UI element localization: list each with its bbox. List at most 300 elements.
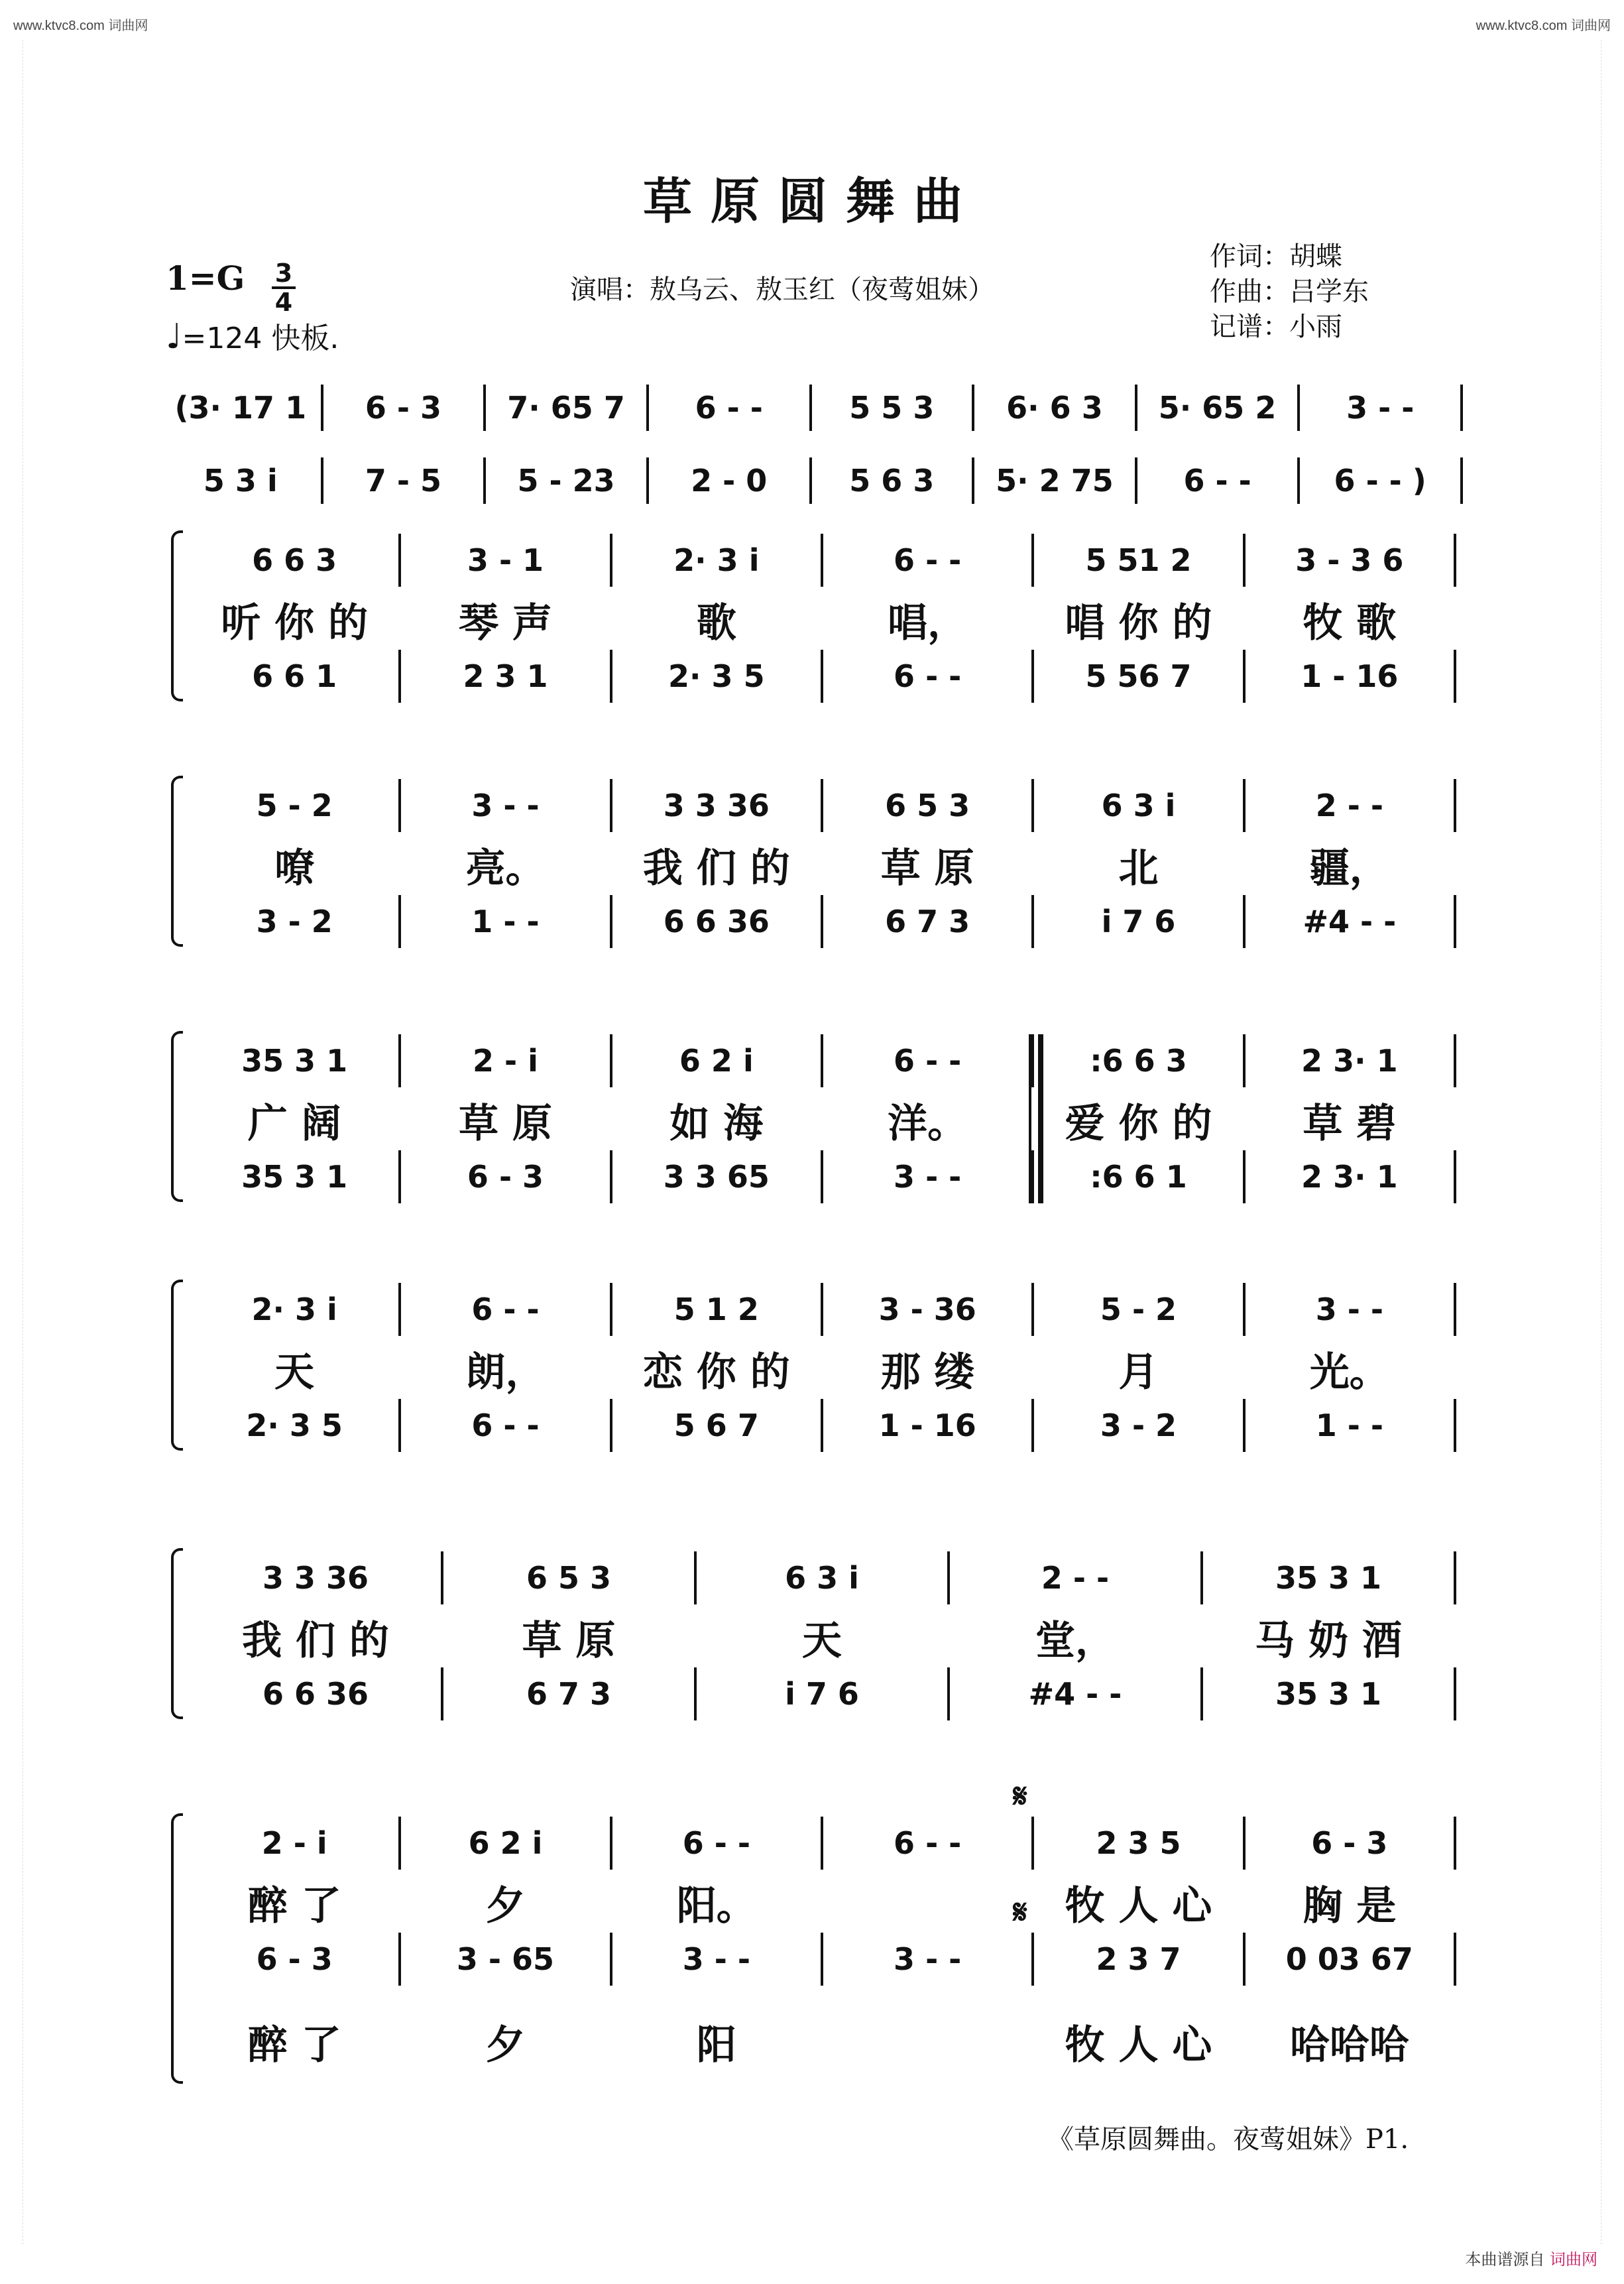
lyr-measure [1038, 1876, 1238, 1929]
lyric-text: 洋。 [888, 1101, 968, 1147]
note-group: 2 - 0 [691, 463, 768, 499]
lyr-measure [616, 1094, 817, 1147]
barline [1454, 1399, 1456, 1452]
lyric-text: 草 碧 [1303, 1101, 1397, 1147]
lyr-measure [1038, 593, 1238, 646]
intro-barline [809, 385, 812, 431]
barline [398, 1034, 401, 1087]
har-measure [827, 1399, 1027, 1452]
har-measure [1249, 1933, 1450, 1986]
barline [441, 1551, 443, 1604]
lyric-text: 如 海 [669, 1101, 764, 1147]
note-group: 5· 65 2 [1158, 390, 1277, 426]
lyr-measure [827, 1876, 1027, 1929]
har-measure [405, 895, 605, 948]
lyr-row [0, 1876, 1624, 1929]
lyr-measure [194, 1343, 394, 1396]
barline [821, 779, 823, 832]
lyric-text: 琴 声 [459, 600, 552, 646]
lyric-text: 唱， [888, 600, 968, 646]
note-group: 3 - 36 [878, 1292, 976, 1327]
lyric-text: 天 [274, 1349, 315, 1396]
intro-barline [321, 457, 323, 504]
lyr-measure [616, 839, 817, 892]
note-group: 2· 3 5 [246, 1408, 343, 1443]
note-group: 2 3 7 [1096, 1941, 1181, 1977]
tempo-value: =124 [182, 322, 262, 355]
lyricist-credit: 作词：胡蝶 [1210, 241, 1342, 272]
note-group: 6 7 3 [526, 1676, 612, 1712]
note-group: 6 - - [695, 390, 763, 426]
lyr-measure [405, 2015, 605, 2069]
barline [1200, 1551, 1203, 1604]
note-group: 6 - - [894, 658, 962, 694]
barline [1243, 1817, 1246, 1870]
note-group: 7 - 5 [365, 463, 441, 499]
har-measure [194, 650, 394, 703]
lyric-text: 听 你 的 [221, 600, 369, 646]
mel-measure [405, 779, 605, 832]
lyr-measure [701, 1611, 943, 1664]
har-measure [405, 1933, 605, 1986]
lyr-measure [1038, 1094, 1238, 1147]
lyric-text: 牧 歌 [1303, 600, 1397, 646]
barline [610, 1933, 612, 1986]
note-group: 6 - - [682, 1825, 750, 1861]
note-group: 3 - 1 [467, 542, 544, 578]
note-group: 5 - 2 [256, 788, 333, 823]
barline [1031, 1283, 1034, 1336]
note-group: i 7 6 [1101, 904, 1176, 939]
barline [398, 650, 401, 703]
mel-measure [827, 1283, 1027, 1336]
barline [1454, 1150, 1456, 1203]
score-title: 草原圆舞曲 [643, 173, 981, 230]
har-measure [447, 1667, 690, 1720]
note-group: 6 6 1 [252, 658, 337, 694]
barline [694, 1667, 697, 1720]
har-measure [827, 1150, 1027, 1203]
note-group: 35 3 1 [241, 1043, 348, 1079]
lyr-row [0, 1094, 1624, 1147]
note-group: 3 - 3 6 [1295, 542, 1404, 578]
lyric-text: 阳。 [676, 1883, 756, 1929]
har-measure [616, 1150, 817, 1203]
note-group: 3 - 2 [256, 904, 333, 939]
note-group: 5 51 2 [1085, 542, 1192, 578]
time-signature [272, 260, 296, 316]
har-measure [1038, 1150, 1238, 1203]
intro-measure [490, 454, 642, 507]
mel-measure [1249, 779, 1450, 832]
note-group: 6 - 3 [1311, 1825, 1388, 1861]
key-signature: 1=G [166, 259, 245, 298]
note-group: 2· 3 5 [668, 658, 765, 694]
mel-measure [1038, 1034, 1238, 1087]
note-group: 6 - 3 [365, 390, 441, 426]
barline [1031, 534, 1034, 587]
note-group: 3 3 36 [262, 1560, 369, 1596]
barline [821, 1283, 823, 1336]
barline [1243, 650, 1246, 703]
mel-measure [405, 1283, 605, 1336]
note-group: 2 3 1 [463, 658, 548, 694]
mel-measure [1038, 1817, 1238, 1870]
intro-measure [490, 381, 642, 434]
note-group: 5 1 2 [673, 1292, 759, 1327]
note-group: 5 - 23 [517, 463, 615, 499]
lyr-measure [405, 1094, 605, 1147]
lyric-text: 夕 [485, 2022, 526, 2069]
lyric-text: 马 奶 酒 [1255, 1618, 1402, 1664]
note-group: 3 - 65 [456, 1941, 555, 1977]
note-group: 35 3 1 [1275, 1560, 1382, 1596]
barline [821, 1817, 823, 1870]
note-group: 6 6 36 [663, 904, 770, 939]
tempo-text: 快板. [271, 322, 339, 355]
note-group: 6 - - ) [1334, 463, 1426, 499]
mel-measure [616, 1817, 817, 1870]
barline [1243, 1399, 1246, 1452]
lyr-measure [827, 593, 1027, 646]
lyric-text: 草 原 [459, 1101, 552, 1147]
note-group: 5 56 7 [1085, 658, 1192, 694]
barline [1031, 1399, 1034, 1452]
mel-measure [405, 534, 605, 587]
har-measure [1207, 1667, 1450, 1720]
mel-measure [1249, 534, 1450, 587]
mel-measure [405, 1034, 605, 1087]
site-header-right: www.ktvc8.com 词曲网 [1476, 19, 1611, 33]
lyr-measure [194, 1611, 437, 1664]
intro-barline [809, 457, 812, 504]
lyric-text: 朗， [465, 1349, 546, 1396]
mel-measure [194, 1817, 394, 1870]
lyric-text: 月 [1118, 1349, 1159, 1396]
note-group: 6 - 3 [467, 1159, 544, 1195]
barline [398, 1817, 401, 1870]
lyric-text: 醉 了 [247, 1883, 341, 1929]
tempo-marking [166, 314, 339, 357]
intro-barline [483, 385, 486, 431]
barline [821, 650, 823, 703]
note-group: 5 6 3 [849, 463, 935, 499]
note-group: 1 - 16 [1301, 658, 1399, 694]
note-group: 7· 65 7 [507, 390, 625, 426]
barline [1454, 895, 1456, 948]
mel-measure [1249, 1817, 1450, 1870]
mel-row [0, 1034, 1624, 1087]
note-group: 6 3 i [785, 1560, 859, 1596]
lyr-row [0, 593, 1624, 646]
site-header-left: www.ktvc8.com 词曲网 [13, 19, 148, 33]
lyric-text: 广 阔 [247, 1101, 341, 1147]
intro-measure [164, 381, 317, 434]
note-group: 6 6 3 [252, 542, 337, 578]
barline [1454, 1283, 1456, 1336]
lyr-row [0, 839, 1624, 892]
note-group: 6 5 3 [885, 788, 970, 823]
barline [610, 1034, 612, 1087]
barline [947, 1667, 950, 1720]
intro-row [0, 454, 1624, 507]
har-measure [405, 650, 605, 703]
barline [441, 1667, 443, 1720]
lyr-measure [616, 1876, 817, 1929]
barline [821, 534, 823, 587]
note-group: 5 - 2 [1100, 1292, 1177, 1327]
har-measure [616, 1399, 817, 1452]
segno-sign: 𝄋 [1013, 1777, 1027, 1815]
lyric-text: 牧 人 心 [1065, 2022, 1212, 2069]
lyr-measure [1249, 839, 1450, 892]
lyric-text: 草 原 [522, 1618, 616, 1664]
barline [610, 534, 612, 587]
lyr-measure [1207, 1611, 1450, 1664]
har-measure [405, 1399, 605, 1452]
note-group: 2 - i [261, 1825, 327, 1861]
lyric-text: 唱 你 的 [1065, 600, 1212, 646]
mel-measure [1038, 779, 1238, 832]
har-measure [194, 895, 394, 948]
mel-measure [616, 534, 817, 587]
repeat-barline [1029, 1034, 1043, 1203]
mel-measure [827, 779, 1027, 832]
barline [1243, 534, 1246, 587]
barline [1454, 1933, 1456, 1986]
intro-barline [646, 385, 649, 431]
lyric-text: 哈哈哈 [1289, 2022, 1409, 2069]
barline [1454, 779, 1456, 832]
har-row [0, 895, 1624, 948]
barline [1031, 1933, 1034, 1986]
har-measure [701, 1667, 943, 1720]
barline [610, 895, 612, 948]
intro-barline [1297, 385, 1300, 431]
lyric-text: 疆， [1309, 845, 1389, 892]
note-group: 6 2 i [468, 1825, 543, 1861]
note-group: 6 - - [894, 1825, 962, 1861]
note-group: 2· 3 i [251, 1292, 337, 1327]
intro-measure [1141, 454, 1294, 507]
barline [1454, 1551, 1456, 1604]
lyric-text: 草 原 [880, 845, 974, 892]
har-row [0, 1399, 1624, 1452]
barline [1454, 1817, 1456, 1870]
har-measure [194, 1150, 394, 1203]
har-measure [954, 1667, 1196, 1720]
mel-row [0, 779, 1624, 832]
mel-measure [701, 1551, 943, 1604]
lyr-measure [194, 1094, 394, 1147]
intro-measure [816, 454, 968, 507]
mel-row [0, 534, 1624, 587]
har-measure [1038, 895, 1238, 948]
note-group: 3 - - [894, 1941, 962, 1977]
barline [1031, 1817, 1034, 1870]
note-group: 35 3 1 [241, 1159, 348, 1195]
lyric-text: 亮。 [465, 845, 546, 892]
har-measure [616, 895, 817, 948]
intro-measure [978, 381, 1131, 434]
note-group: 35 3 1 [1275, 1676, 1382, 1712]
intro-barline [321, 385, 323, 431]
barline [1243, 779, 1246, 832]
har-measure [1249, 1399, 1450, 1452]
barline [947, 1551, 950, 1604]
barline [398, 1399, 401, 1452]
mel-measure [194, 779, 394, 832]
lyr-measure [1249, 593, 1450, 646]
note-group: 5 6 7 [673, 1408, 759, 1443]
barline [398, 779, 401, 832]
note-group: (3· 17 1 [174, 390, 307, 426]
har-measure [1038, 1399, 1238, 1452]
har-measure [1249, 650, 1450, 703]
note-group: 2 - - [1315, 788, 1383, 823]
mel-measure [194, 1283, 394, 1336]
har-measure [194, 1933, 394, 1986]
note-group: :6 6 1 [1090, 1159, 1187, 1195]
lyr-measure [405, 839, 605, 892]
barline [1243, 1034, 1246, 1087]
lyric-text: 歌 [696, 600, 736, 646]
barline [1454, 534, 1456, 587]
lyr-measure [405, 1343, 605, 1396]
barline [821, 1034, 823, 1087]
barline [398, 1283, 401, 1336]
intro-measure [1304, 381, 1456, 434]
mel-measure [616, 1034, 817, 1087]
lyr-measure [1249, 1343, 1450, 1396]
har-measure [827, 1933, 1027, 1986]
barline [694, 1551, 697, 1604]
lyric-text: 牧 人 心 [1065, 1883, 1212, 1929]
lyric-text: 阳 [696, 2022, 736, 2069]
note-group: 3 - - [894, 1159, 962, 1195]
mel-row [0, 1551, 1624, 1604]
lyr-measure [616, 1343, 817, 1396]
note-group: 3 - - [471, 788, 540, 823]
har-row [0, 650, 1624, 703]
mel-measure [194, 1034, 394, 1087]
mel-measure [616, 1283, 817, 1336]
note-group: :6 6 3 [1090, 1043, 1187, 1079]
barline [398, 1933, 401, 1986]
lyr-measure [194, 839, 394, 892]
note-group: 6 - - [894, 542, 962, 578]
lyr-measure [194, 1876, 394, 1929]
note-group: 6 5 3 [526, 1560, 612, 1596]
har-measure [616, 1933, 817, 1986]
har-row [0, 1667, 1624, 1720]
barline [1243, 1150, 1246, 1203]
lyr-measure [405, 1876, 605, 1929]
har-measure [827, 895, 1027, 948]
note-group: 5 3 i [203, 463, 278, 499]
lyr-measure [827, 839, 1027, 892]
barline [610, 1399, 612, 1452]
note-group: 2 - i [473, 1043, 538, 1079]
intro-measure [1304, 454, 1456, 507]
lyr-row [0, 2015, 1624, 2069]
har-row [0, 1150, 1624, 1203]
intro-measure [1141, 381, 1294, 434]
intro-barline [1135, 457, 1137, 504]
intro-measure [653, 381, 805, 434]
barline [610, 1283, 612, 1336]
har-measure [405, 1150, 605, 1203]
composer-credit: 作曲：吕学东 [1210, 276, 1369, 307]
intro-measure [327, 381, 480, 434]
lyr-measure [827, 1343, 1027, 1396]
lyric-text: 夕 [485, 1883, 526, 1929]
barline [1243, 1933, 1246, 1986]
mel-measure [194, 1551, 437, 1604]
lyric-text: 恋 你 的 [642, 1349, 790, 1396]
lyric-text: 我 们 的 [242, 1618, 389, 1664]
lyric-text: 那 缕 [880, 1349, 974, 1396]
note-group: 6 3 i [1101, 788, 1176, 823]
har-measure [1249, 1150, 1450, 1203]
brand-prefix: 本曲谱源自 [1465, 2250, 1545, 2269]
intro-barline [1297, 457, 1300, 504]
note-group: 6 - - [1183, 463, 1251, 499]
mel-row [0, 1283, 1624, 1336]
intro-measure [978, 454, 1131, 507]
lyr-measure [1249, 1876, 1450, 1929]
intro-barline [1135, 385, 1137, 431]
lyric-text: 胸 是 [1303, 1883, 1397, 1929]
intro-barline [972, 457, 974, 504]
note-group: 6 7 3 [885, 904, 970, 939]
barline [610, 650, 612, 703]
lyr-measure [827, 1094, 1027, 1147]
intro-measure [164, 454, 317, 507]
mel-measure [405, 1817, 605, 1870]
lyr-measure [1249, 2015, 1450, 2069]
note-group: 3 - - [1315, 1292, 1383, 1327]
note-group: 2 3 5 [1096, 1825, 1181, 1861]
intro-measure [816, 381, 968, 434]
barline [398, 534, 401, 587]
barline [821, 1399, 823, 1452]
barline [610, 1150, 612, 1203]
barline [1031, 650, 1034, 703]
mel-measure [1249, 1034, 1450, 1087]
lyric-text: 醉 了 [247, 2022, 341, 2069]
note-group: 1 - - [471, 904, 540, 939]
har-measure [616, 650, 817, 703]
lyric-text: 天 [802, 1618, 842, 1664]
note-group: 6 - - [894, 1043, 962, 1079]
transcriber-credit: 记谱：小雨 [1210, 312, 1342, 342]
mel-measure [954, 1551, 1196, 1604]
barline [1454, 1034, 1456, 1087]
note-group: 1 - - [1315, 1408, 1383, 1443]
note-group: 3 3 36 [663, 788, 770, 823]
lyric-text: 嘹 [274, 845, 315, 892]
lyr-row [0, 1343, 1624, 1396]
lyr-measure [1038, 2015, 1238, 2069]
mel-measure [827, 1817, 1027, 1870]
note-group: 6 - - [471, 1408, 540, 1443]
segno-sign: 𝄋 [1013, 1893, 1027, 1931]
lyr-measure [194, 593, 394, 646]
lyr-measure [405, 593, 605, 646]
lyr-measure [1038, 839, 1238, 892]
note-group: 3 - 2 [1100, 1408, 1177, 1443]
